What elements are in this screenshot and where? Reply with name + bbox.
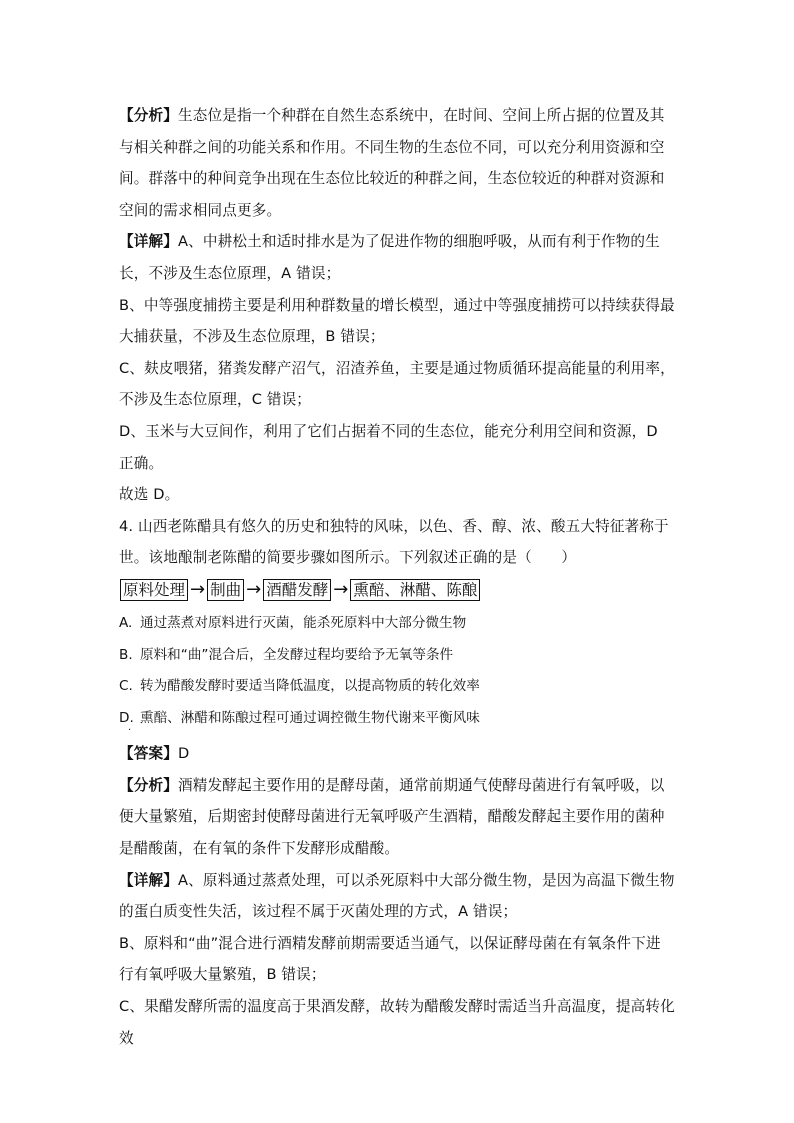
detail-option-b: B、原料和“曲”混合进行酒精发酵前期需要适当通气，以保证酵母菌在有氧条件下进行有氧呼吸大量繁殖，B 错误；: [119, 934, 661, 984]
option-text: 熏醅、淋醋和陈酿过程可通过调控微生物代谢来平衡风味: [140, 709, 480, 726]
analysis-paragraph-4: [119, 770, 675, 865]
question-4-option-b: [119, 640, 675, 672]
option-text: 通过蒸煮对原料进行灭菌，能杀死原料中大部分微生物: [140, 614, 467, 631]
flow-arrow-icon: →: [190, 578, 206, 600]
answer-tag: 【答案】: [119, 745, 178, 763]
option-key: A.: [119, 614, 133, 631]
flow-step-4: 熏醅、淋醋、陈酿: [350, 579, 480, 601]
detail-conclusion: 故选 D。: [119, 486, 180, 504]
detail-option-a: A、原料通过蒸煮处理，可以杀死原料中大部分微生物，是因为高温下微生物的蛋白质变性失活，该过程不属于灭菌处理的方式，A 错误；: [119, 871, 675, 921]
detail-paragraph-4: [119, 865, 675, 928]
question-4-option-a: [119, 608, 675, 640]
question-4-option-c: [119, 671, 675, 703]
detail-tag: 【详解】: [119, 233, 178, 251]
flow-step-2: 制曲: [207, 579, 244, 601]
answer-4: [119, 738, 675, 770]
question-4-stem: 4. 山西老陈醋具有悠久的历史和独特的风味，以色、香、醇、浓、酸五大特征著称于世。该地酿制老陈醋的简要步骤如图所示。下列叙述正确的是（ ）: [119, 517, 669, 567]
option-key: C.: [119, 678, 133, 695]
detail-paragraph-1: [119, 226, 675, 289]
detail-option-c: C、果醋发酵所需的温度高于果酒发酵，故转为醋酸发酵时需适当升高温度，提高转化效: [119, 998, 675, 1047]
analysis-tag: 【分析】: [119, 107, 178, 124]
stray-dot-mark: ·: [128, 725, 132, 737]
detail-tag: 【详解】: [119, 871, 178, 889]
document-page: [119, 100, 675, 1054]
option-text: 转为醋酸发酵时要适当降低温度，以提高物质的转化效率: [140, 678, 480, 695]
analysis-text: 酒精发酵起主要作用的是酵母菌，通常前期通气使酵母菌进行有氧呼吸，以便大量繁殖，后期密封使酵母菌进行无氧呼吸产生酒精，醋酸发酵起主要作用的菌种是醋酸菌，在有氧的条件下发酵形成醋酸。: [119, 776, 665, 858]
detail-option-b: B、中等强度捕捞主要是利用种群数量的增长模型，通过中等强度捕捞可以持续获得最大捕获量，不涉及生态位原理，B 错误；: [119, 296, 675, 346]
answer-text: D: [177, 745, 190, 763]
detail-option-a: A、中耕松土和适时排水是为了促进作物的细胞呼吸，从而有利于作物的生长，不涉及生态位原理，A 错误；: [119, 233, 660, 282]
flow-step-3: 酒醋发酵: [263, 579, 331, 601]
analysis-text: 生态位是指一个种群在自然生态系统中，在时间、空间上所占据的位置及其与相关种群之间的功能关系和作用。不同生物的生态位不同，可以充分利用资源和空间。群落中的种间竞争出现在生态位比较近的种群之间，生态位较近的种群对资源和空间的需求相同点更多。: [119, 107, 665, 219]
option-key: D.: [119, 709, 134, 726]
detail-option-d: D、玉米与大豆间作，利用了它们占据着不同的生态位，能充分利用空间和资源，D 正确。: [119, 422, 658, 472]
flow-step-1: 原料处理: [120, 579, 188, 601]
flow-arrow-icon: →: [246, 578, 262, 600]
analysis-paragraph-1: [119, 100, 675, 226]
analysis-tag: 【分析】: [119, 776, 178, 794]
process-flow-diagram: [120, 575, 675, 605]
option-key: B.: [119, 646, 133, 663]
detail-option-c: C、麸皮喂猪，猪粪发酵产沼气，沼渣养鱼，主要是通过物质循环提高能量的利用率，不涉及生态位原理，C 错误；: [119, 359, 675, 409]
option-text: 原料和“曲”混合后，全发酵过程均要给予无氧等条件: [140, 646, 454, 663]
flow-arrow-icon: →: [333, 578, 349, 600]
